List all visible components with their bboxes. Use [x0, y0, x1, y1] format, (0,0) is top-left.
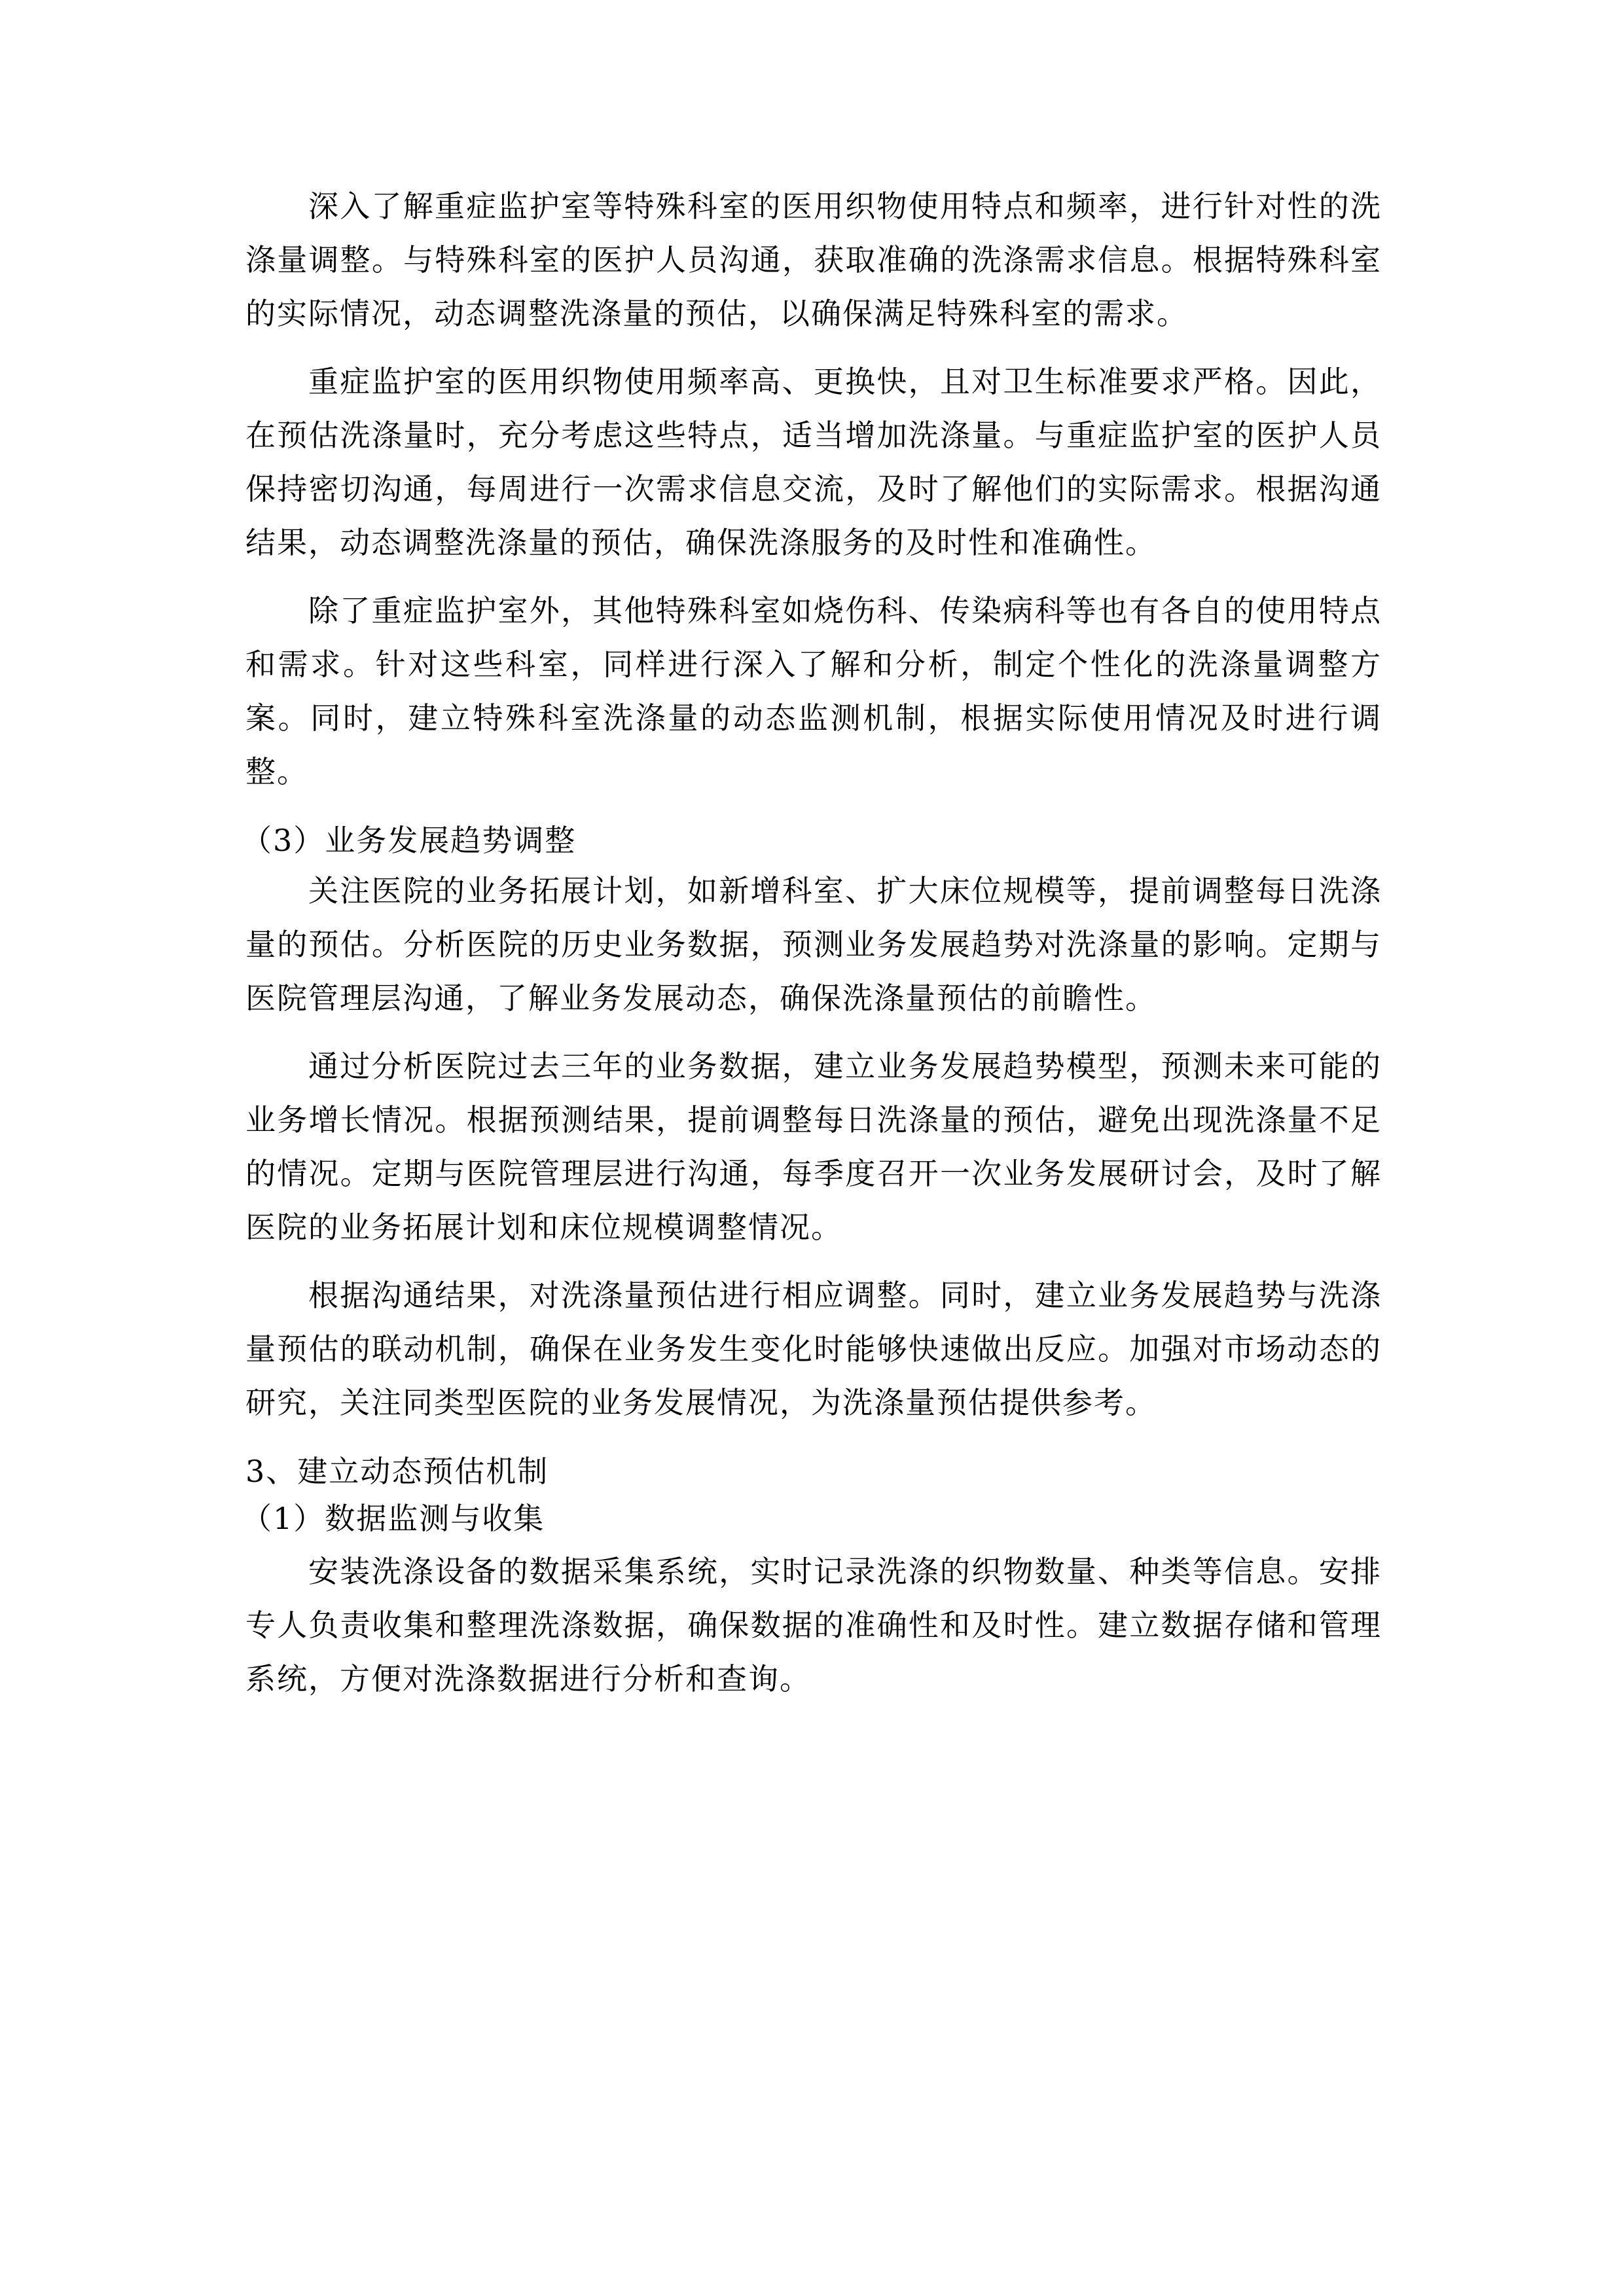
paragraph-data-collection: 安装洗涤设备的数据采集系统，实时记录洗涤的织物数量、种类等信息。安排专人负责收集和整理洗涤数据，确保数据的准确性和及时性。建立数据存储和管理系统，方便对洗涤数据进行分析和查询。 [245, 1554, 1382, 1696]
paragraph-other-departments: 除了重症监护室外，其他特殊科室如烧伤科、传染病科等也有各自的使用特点和需求。针对这些科室，同样进行深入了解和分析，制定个性化的洗涤量调整方案。同时，建立特殊科室洗涤量的动态监测机制，根据实际使用情况及时进行调整。 [245, 593, 1382, 789]
document-body [242, 179, 1382, 1720]
paragraph-icu-usage: 重症监护室的医用织物使用频率高、更换快，且对卫生标准要求严格。因此，在预估洗涤量时，充分考虑这些特点，适当增加洗涤量。与重症监护室的医护人员保持密切沟通，每周进行一次需求信息交流，及时了解他们的实际需求。根据沟通结果，动态调整洗涤量的预估，确保洗涤服务的及时性和准确性。 [245, 364, 1382, 560]
paragraph-trend-model: 通过分析医院过去三年的业务数据，建立业务发展趋势模型，预测未来可能的业务增长情况。根据预测结果，提前调整每日洗涤量的预估，避免出现洗涤量不足的情况。定期与医院管理层进行沟通，每季度召开一次业务发展研讨会，及时了解医院的业务拓展计划和床位规模调整情况。 [245, 1049, 1382, 1245]
paragraph-business-expansion: 关注医院的业务拓展计划，如新增科室、扩大床位规模等，提前调整每日洗涤量的预估。分析医院的历史业务数据，预测业务发展趋势对洗涤量的影响。定期与医院管理层沟通，了解业务发展动态，确保洗涤量预估的前瞻性。 [245, 873, 1382, 1016]
paragraph-linkage-mechanism: 根据沟通结果，对洗涤量预估进行相应调整。同时，建立业务发展趋势与洗涤量预估的联动机制，确保在业务发生变化时能够快速做出反应。加强对市场动态的研究，关注同类型医院的业务发展情况，为洗涤量预估提供参考。 [245, 1278, 1382, 1420]
section-heading-data-monitoring: （1）数据监测与收集 [242, 1501, 545, 1536]
paragraph-special-departments: 深入了解重症监护室等特殊科室的医用织物使用特点和频率，进行针对性的洗涤量调整。与特殊科室的医护人员沟通，获取准确的洗涤需求信息。根据特殊科室的实际情况，动态调整洗涤量的预估，以确保满足特殊科室的需求。 [245, 188, 1382, 331]
section-heading-dynamic-mechanism: 3、建立动态预估机制 [245, 1454, 549, 1489]
section-heading-business-trend: （3）业务发展趋势调整 [242, 823, 577, 858]
